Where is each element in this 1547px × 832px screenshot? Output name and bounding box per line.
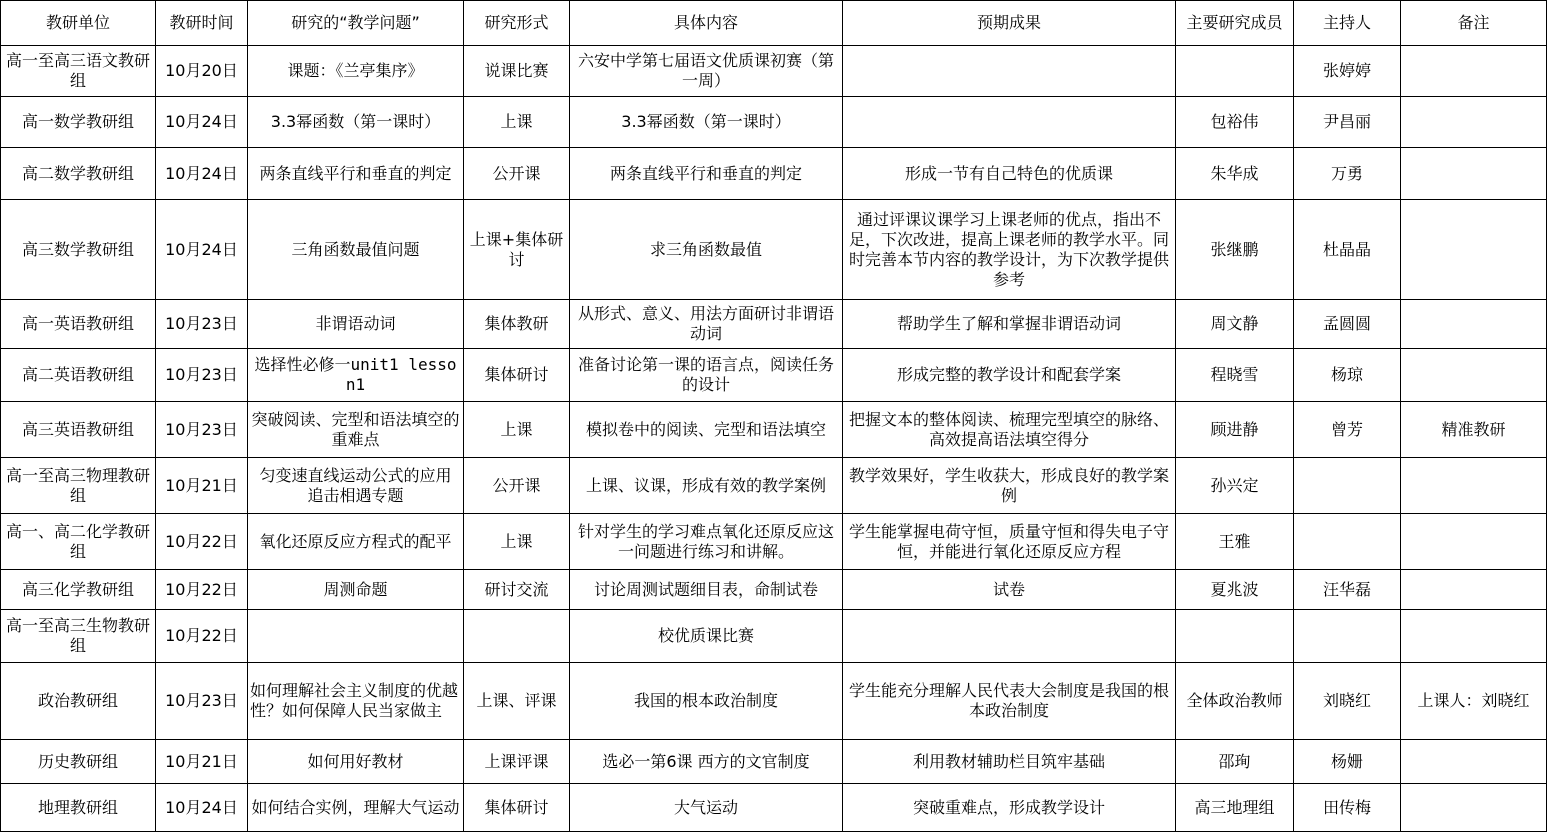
cell-time: 10月24日 [156,784,248,832]
cell-result: 学生能掌握电荷守恒，质量守恒和得失电子守恒，并能进行氧化还原反应方程 [843,514,1176,570]
cell-unit: 高一、高二化学教研组 [1,514,156,570]
cell-form: 研讨交流 [464,570,570,610]
cell-problem: 课题：《兰亭集序》 [248,46,464,97]
table-row [1,514,1547,570]
cell-content: 校优质课比赛 [570,610,843,663]
cell-host: 张婷婷 [1294,46,1401,97]
cell-time: 10月21日 [156,740,248,784]
cell-note [1401,458,1547,514]
cell-problem: 选择性必修一unit1 lesson1 [248,349,464,402]
cell-content: 我国的根本政治制度 [570,663,843,740]
cell-problem: 氧化还原反应方程式的配平 [248,514,464,570]
cell-unit: 高一数学教研组 [1,97,156,148]
header-content: 具体内容 [570,1,843,46]
cell-problem [248,610,464,663]
table-row [1,740,1547,784]
cell-time: 10月23日 [156,300,248,349]
cell-time: 10月23日 [156,663,248,740]
cell-problem: 突破阅读、完型和语法填空的重难点 [248,402,464,458]
cell-members: 顾进静 [1176,402,1294,458]
cell-note [1401,148,1547,200]
cell-note [1401,784,1547,832]
cell-note [1401,514,1547,570]
cell-host: 汪华磊 [1294,570,1401,610]
table-row [1,663,1547,740]
cell-members: 包裕伟 [1176,97,1294,148]
table-row [1,46,1547,97]
cell-time: 10月22日 [156,514,248,570]
cell-note [1401,46,1547,97]
table-row [1,610,1547,663]
cell-unit: 政治教研组 [1,663,156,740]
cell-result: 把握文本的整体阅读、梳理完型填空的脉络、高效提高语法填空得分 [843,402,1176,458]
cell-unit: 高二数学教研组 [1,148,156,200]
cell-content: 针对学生的学习难点氧化还原反应这一问题进行练习和讲解。 [570,514,843,570]
cell-note: 精准教研 [1401,402,1547,458]
cell-host: 刘晓红 [1294,663,1401,740]
cell-content: 六安中学第七届语文优质课初赛（第一周） [570,46,843,97]
cell-members [1176,46,1294,97]
header-members: 主要研究成员 [1176,1,1294,46]
cell-result: 帮助学生了解和掌握非谓语动词 [843,300,1176,349]
table-row [1,784,1547,832]
table-row [1,458,1547,514]
cell-members: 高三地理组 [1176,784,1294,832]
header-host: 主持人 [1294,1,1401,46]
cell-result: 教学效果好，学生收获大，形成良好的教学案例 [843,458,1176,514]
cell-note [1401,610,1547,663]
cell-note [1401,349,1547,402]
cell-note [1401,200,1547,300]
cell-problem: 匀变速直线运动公式的应用 追击相遇专题 [248,458,464,514]
cell-time: 10月21日 [156,458,248,514]
cell-result: 试卷 [843,570,1176,610]
table-row [1,148,1547,200]
cell-problem: 如何用好教材 [248,740,464,784]
table-row [1,300,1547,349]
cell-members: 孙兴定 [1176,458,1294,514]
cell-problem: 如何理解社会主义制度的优越性？如何保障人民当家做主 [248,663,464,740]
cell-result [843,610,1176,663]
cell-time: 10月20日 [156,46,248,97]
cell-result: 通过评课议课学习上课老师的优点，指出不足，下次改进，提高上课老师的教学水平。同时完善本节内容的教学设计，为下次教学提供参考 [843,200,1176,300]
cell-form: 集体研讨 [464,349,570,402]
cell-host [1294,514,1401,570]
cell-unit: 地理教研组 [1,784,156,832]
cell-form: 公开课 [464,148,570,200]
cell-unit: 高一至高三生物教研组 [1,610,156,663]
cell-note: 上课人：刘晓红 [1401,663,1547,740]
table-row [1,97,1547,148]
cell-content: 两条直线平行和垂直的判定 [570,148,843,200]
table-row [1,349,1547,402]
header-problem: 研究的“教学问题” [248,1,464,46]
cell-form: 上课评课 [464,740,570,784]
cell-result: 学生能充分理解人民代表大会制度是我国的根本政治制度 [843,663,1176,740]
cell-host [1294,610,1401,663]
cell-note [1401,570,1547,610]
cell-members: 程晓雪 [1176,349,1294,402]
cell-result [843,46,1176,97]
cell-time: 10月22日 [156,570,248,610]
cell-unit: 高二英语教研组 [1,349,156,402]
cell-time: 10月24日 [156,200,248,300]
cell-note [1401,97,1547,148]
cell-result: 利用教材辅助栏目筑牢基础 [843,740,1176,784]
cell-result: 突破重难点，形成教学设计 [843,784,1176,832]
cell-content: 3.3幂函数（第一课时） [570,97,843,148]
cell-host: 杨姗 [1294,740,1401,784]
cell-time: 10月23日 [156,349,248,402]
header-unit: 教研单位 [1,1,156,46]
cell-members [1176,610,1294,663]
cell-content: 选必一第6课 西方的文官制度 [570,740,843,784]
cell-problem: 非谓语动词 [248,300,464,349]
header-row [1,1,1547,46]
cell-time: 10月24日 [156,97,248,148]
cell-members: 王雅 [1176,514,1294,570]
cell-unit: 高三数学教研组 [1,200,156,300]
cell-content: 准备讨论第一课的语言点，阅读任务的设计 [570,349,843,402]
cell-host: 杨琼 [1294,349,1401,402]
cell-form: 集体教研 [464,300,570,349]
cell-host: 尹昌丽 [1294,97,1401,148]
cell-result: 形成一节有自己特色的优质课 [843,148,1176,200]
cell-form: 公开课 [464,458,570,514]
cell-members: 周文静 [1176,300,1294,349]
cell-unit: 高一至高三物理教研组 [1,458,156,514]
cell-content: 模拟卷中的阅读、完型和语法填空 [570,402,843,458]
cell-members: 全体政治教师 [1176,663,1294,740]
cell-unit: 高三英语教研组 [1,402,156,458]
cell-members: 张继鹏 [1176,200,1294,300]
header-note: 备注 [1401,1,1547,46]
cell-form: 上课 [464,402,570,458]
cell-form: 上课 [464,514,570,570]
cell-host: 田传梅 [1294,784,1401,832]
cell-content: 大气运动 [570,784,843,832]
table-row [1,200,1547,300]
cell-form: 上课 [464,97,570,148]
cell-problem: 3.3幂函数（第一课时） [248,97,464,148]
cell-time: 10月23日 [156,402,248,458]
cell-host: 孟圆圆 [1294,300,1401,349]
cell-members: 夏兆波 [1176,570,1294,610]
cell-problem: 两条直线平行和垂直的判定 [248,148,464,200]
header-form: 研究形式 [464,1,570,46]
cell-form: 说课比赛 [464,46,570,97]
cell-time: 10月22日 [156,610,248,663]
cell-problem: 周测命题 [248,570,464,610]
header-time: 教研时间 [156,1,248,46]
cell-host: 曾芳 [1294,402,1401,458]
cell-host: 万勇 [1294,148,1401,200]
cell-form: 集体研讨 [464,784,570,832]
cell-host: 杜晶晶 [1294,200,1401,300]
cell-time: 10月24日 [156,148,248,200]
cell-form [464,610,570,663]
cell-members: 邵珣 [1176,740,1294,784]
header-result: 预期成果 [843,1,1176,46]
table-row [1,570,1547,610]
table-row [1,402,1547,458]
cell-unit: 高一至高三语文教研组 [1,46,156,97]
cell-content: 讨论周测试题细目表，命制试卷 [570,570,843,610]
cell-content: 从形式、意义、用法方面研讨非谓语动词 [570,300,843,349]
cell-unit: 高一英语教研组 [1,300,156,349]
cell-form: 上课、评课 [464,663,570,740]
cell-form: 上课+集体研讨 [464,200,570,300]
cell-unit: 高三化学教研组 [1,570,156,610]
cell-unit: 历史教研组 [1,740,156,784]
cell-result [843,97,1176,148]
cell-result: 形成完整的教学设计和配套学案 [843,349,1176,402]
cell-problem: 三角函数最值问题 [248,200,464,300]
cell-members: 朱华成 [1176,148,1294,200]
cell-note [1401,740,1547,784]
cell-content: 求三角函数最值 [570,200,843,300]
cell-note [1401,300,1547,349]
cell-host [1294,458,1401,514]
cell-problem: 如何结合实例，理解大气运动 [248,784,464,832]
cell-content: 上课、议课，形成有效的教学案例 [570,458,843,514]
